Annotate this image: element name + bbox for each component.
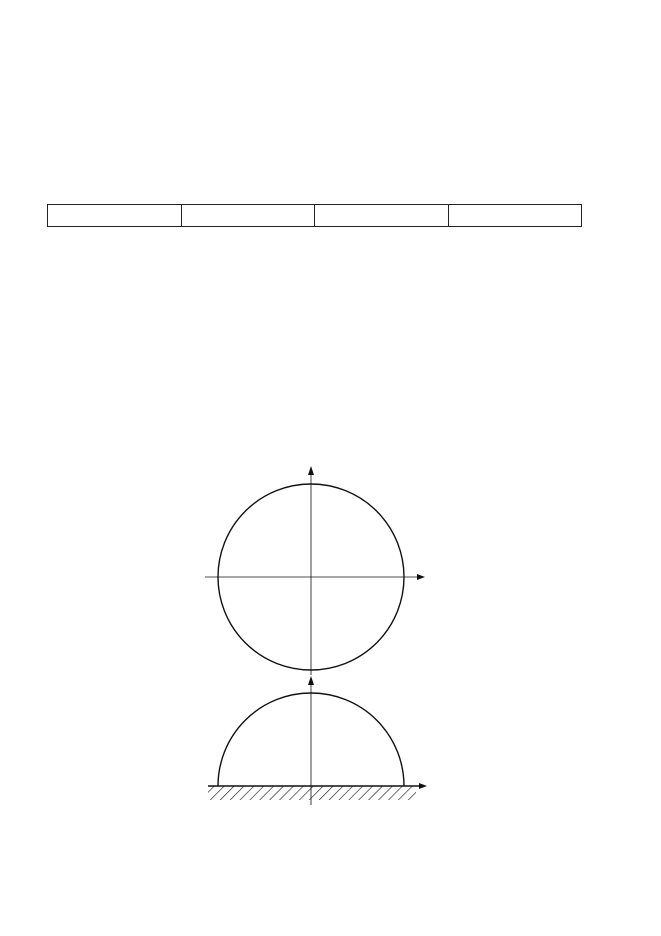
z-axis-arrow-icon (308, 676, 314, 685)
x-axis-arrow-icon (419, 783, 427, 789)
y-axis-arrow-icon (308, 466, 314, 475)
side-view-diagram (208, 676, 427, 805)
top-view-diagram (205, 466, 425, 675)
reflecting-plane-hatching (208, 786, 416, 800)
x-axis-arrow-icon (417, 574, 425, 580)
